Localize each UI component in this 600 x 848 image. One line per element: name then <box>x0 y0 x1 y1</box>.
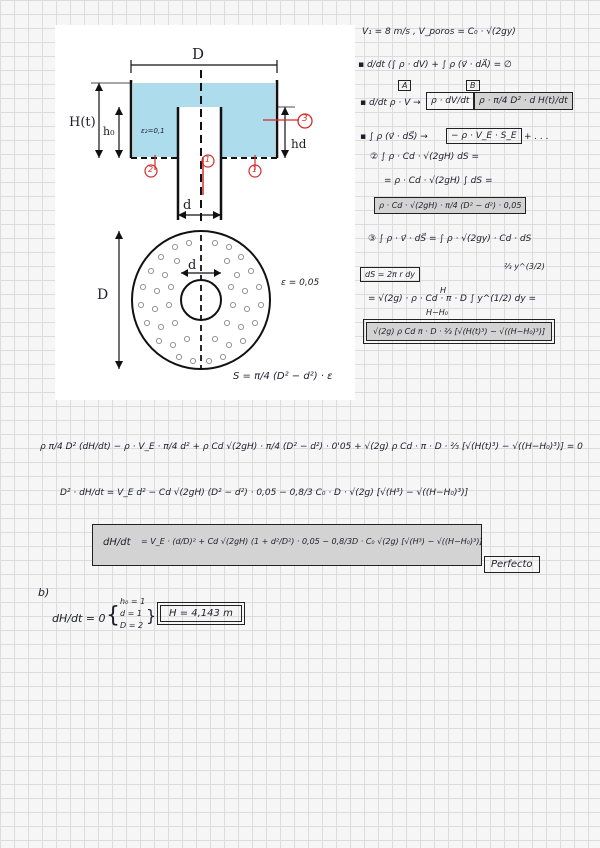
part-b-label: b) <box>38 586 50 599</box>
note-line5: ② ∫ ρ · Cd · √(2gH) dS = <box>370 152 480 162</box>
comment-perfecto: Perfecto <box>484 556 540 573</box>
marker-3: 3 <box>302 114 308 124</box>
box-area-dHdt: ρ · π/4 D² · d H(t)/dt <box>474 92 573 110</box>
equation-2: D² · dH/dt = V_E d² − Cd √(2gH) (D² − d²) · 0,05 − 0,8/3 C₀ · D · √(2g) [√(H³) − √((H−H₀)³)] <box>60 488 469 498</box>
note-line4-left: ▪ ∫ ρ (v⃗ · dS⃗) → <box>360 132 428 142</box>
note-line9-right: ⅔ y^(3/2) <box>504 262 545 271</box>
result-box: H = 4,143 m <box>160 605 242 622</box>
note-line10: = √(2g) · ρ · Cd · π · D ∫ y^(1/2) dy = <box>368 294 537 304</box>
close-brace: } <box>146 606 157 625</box>
note-line10-upper: H <box>440 286 447 295</box>
tank-diagram-svg <box>55 25 355 400</box>
marker-1a: 1 <box>205 155 211 164</box>
box-side-flow: √(2g) ρ Cd π · D · ⅔ [√(H(t)³) − √((H−H₀)³)] <box>366 322 552 341</box>
water-fill <box>133 83 275 157</box>
final-eq-lhs: dH/dt <box>103 537 131 548</box>
final-eq-rhs: = V_E · (d/D)² + Cd √(2gH) (1 + d²/D²) · 0,05 − 0,8/3D · C₀ √(2g) [√(H³) − √((H−H₀)³)] <box>141 537 483 546</box>
label-eps-small: ε₂=0,1 <box>141 127 165 135</box>
marker-2: 2 <box>148 165 154 174</box>
label-D-side: D <box>97 287 109 303</box>
cond-d: d = 1 <box>120 609 142 618</box>
tag-A: A <box>398 80 411 91</box>
part-b-equation: dH/dt = 0 <box>52 612 106 625</box>
box-dS: dS = 2π r dy <box>360 267 420 282</box>
note-line6: = ρ · Cd · √(2gH) ∫ dS = <box>384 176 493 186</box>
final-equation-box <box>92 524 482 566</box>
label-hd: hd <box>291 137 307 151</box>
note-line10-limits: H−H₀ <box>426 308 448 317</box>
box-drho-dt: ρ · dV/dt <box>426 92 474 110</box>
label-h0: h₀ <box>103 125 115 138</box>
tag-B: B <box>466 80 480 91</box>
cond-D: D = 2 <box>120 621 144 630</box>
note-line4-right: + . . . <box>524 132 549 142</box>
label-d-circle: d <box>188 258 197 273</box>
note-line3-left: ▪ d/dt ρ · V → <box>360 98 421 108</box>
box-inflow: − ρ · V_E · S_E <box>446 128 522 144</box>
label-Ht: H(t) <box>69 115 96 130</box>
label-D-top: D <box>192 45 205 63</box>
equation-1: ρ π/4 D² (dH/dt) − ρ · V_E · π/4 d² + ρ Cd √(2gH) · π/4 (D² − d²) · 0'05 + √(2g) ρ Cd · π · D · ⅔ [√(H(t)³) − √((H−H₀)³)] = 0 <box>40 442 583 452</box>
cond-h0: h₀ = 1 <box>120 597 146 606</box>
note-line2: ▪ d/dt (∫ ρ · dV) + ∫ ρ (v⃗ · dA⃗) = ∅ <box>358 60 512 70</box>
label-epsilon: ε = 0,05 <box>281 278 320 288</box>
note-line8: ③ ∫ ρ · v⃗ · dS⃗ = ∫ ρ · √(2gy) · Cd · dS <box>368 234 532 244</box>
tank-diagram <box>55 25 355 400</box>
label-S-formula: S = π/4 (D² − d²) · ε <box>233 371 333 382</box>
box-porous-bottom: ρ · Cd · √(2gH) · π/4 (D² − d²) · 0,05 <box>374 197 526 214</box>
note-line1: V₁ = 8 m/s , V_poros = C₀ · √(2gy) <box>362 27 516 37</box>
label-d-mid: d <box>183 198 192 213</box>
marker-1b: 1 <box>252 165 258 174</box>
brace: { <box>106 603 120 628</box>
